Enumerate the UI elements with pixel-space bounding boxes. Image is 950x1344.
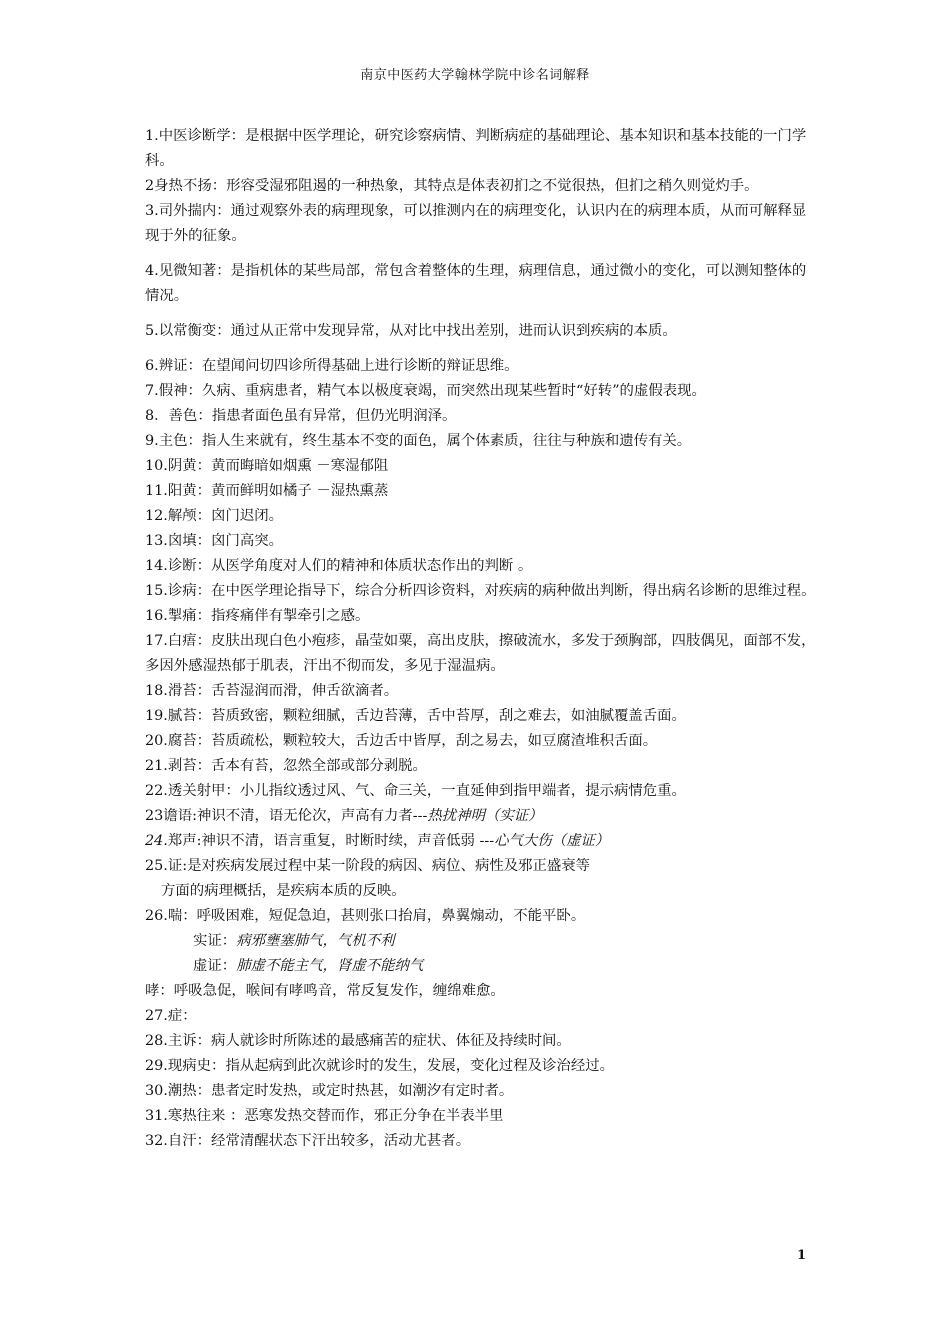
entry-25-line-1: 25.证:是对疾病发展过程中某一阶段的病因、病位、病性及邪正盛衰等 (145, 858, 591, 874)
entry-17: 17.白痦：皮肤出现白色小疱疹，晶莹如粟，高出皮肤，擦破流水，多发于颈胸部，四肢偶见，面部不发，多因外感湿热郁于肌表，汗出不彻而发，多见于湿温病。 (145, 633, 816, 674)
entry-25-line-2: 方面的病理概括，是疾病本质的反映。 (161, 883, 406, 899)
entry-7: 7.假神：久病、重病患者，精气本以极度衰竭，而突然出现某些暂时“好转”的虚假表现。 (145, 383, 706, 399)
entry-24-text: 郑声:神识不清，语言重复，时断时续，声音低弱 --- (167, 833, 495, 849)
entry-29: 29.现病史：指从起病到此次就诊时的发生，发展，变化过程及诊治经过。 (145, 1058, 614, 1074)
entry-18: 18.滑苔：舌苔湿润而滑，伸舌欲滴者。 (145, 683, 399, 699)
entry-23-text: 23谵语:神识不清，语无伦次，声高有力者--- (145, 808, 428, 824)
entry-26-shi (145, 929, 817, 954)
entry-24-italic: 心气大伤（虚证） (494, 833, 610, 849)
entry-28: 28.主诉：病人就诊时所陈述的最感痛苦的症状、体征及持续时间。 (145, 1033, 571, 1049)
entry-11: 11.阳黄：黄而鲜明如橘子 －湿热熏蒸 (145, 483, 389, 499)
page-header: 南京中医药大学翰林学院中诊名词解释 (360, 68, 590, 83)
entry-26-xu-label: 虚证： (193, 958, 237, 974)
entry-24-number: 24. (145, 833, 168, 849)
entry-24 (145, 829, 817, 854)
entry-13: 13.囟填：囟门高突。 (145, 533, 284, 549)
entry-23-italic: 热扰神明（实证） (427, 808, 543, 824)
entry-31: 31.寒热往来 ：恶寒发热交替而作，邪正分争在半表半里 (145, 1108, 504, 1124)
entry-32: 32.自汗：经常清醒状态下汗出较多，活动尤甚者。 (145, 1133, 471, 1149)
entry-xiao: 哮：呼吸急促，喉间有哮鸣音，常反复发作，缠绵难愈。 (145, 983, 505, 999)
document-body (145, 124, 817, 1154)
entry-20: 20.腐苔：苔质疏松，颗粒较大，舌边舌中皆厚，刮之易去，如豆腐渣堆积舌面。 (145, 733, 658, 749)
entry-16: 16.掣痛：指疼痛伴有掣牵引之感。 (145, 608, 370, 624)
entry-19: 19.腻苔：苔质致密，颗粒细腻，舌边苔薄，舌中苔厚，刮之难去，如油腻覆盖舌面。 (145, 708, 686, 724)
entry-30: 30.潮热：患者定时发热，或定时热甚，如潮汐有定时者。 (145, 1083, 514, 1099)
entry-2: 2身热不扬：形容受湿邪阻遏的一种热象，其特点是体表初扪之不觉很热，但扪之稍久则觉灼手。 (145, 178, 759, 194)
entry-15: 15.诊病：在中医学理论指导下，综合分析四诊资料，对疾病的病种做出判断，得出病名诊断的思维过程。 (145, 583, 816, 599)
entry-21: 21.剥苔：舌本有苔，忽然全部或部分剥脱。 (145, 758, 427, 774)
entry-12: 12.解颅：囟门迟闭。 (145, 508, 284, 524)
entry-14: 14.诊断：从医学角度对人们的精神和体质状态作出的判断 。 (145, 558, 533, 574)
entry-8: 8．善色：指患者面色虽有异常，但仍光明润泽。 (145, 408, 457, 424)
entry-5: 5.以常衡变：通过从正常中发现异常，从对比中找出差别，进而认识到疾病的本质。 (145, 323, 677, 339)
entry-9: 9.主色：指人生来就有，终生基本不变的面色，属个体素质，往往与种族和遗传有关。 (145, 433, 692, 449)
entry-26-xu-text: 肺虚不能主气，肾虚不能纳气 (236, 958, 424, 974)
entry-26-shi-text: 病邪壅塞肺气，气机不利 (236, 933, 395, 949)
entry-22: 22.透关射甲：小儿指纹透过风、气、命三关，一直延伸到指甲端者，提示病情危重。 (145, 783, 686, 799)
entry-26-xu (145, 954, 817, 979)
entry-26: 26.喘：呼吸困难，短促急迫，甚则张口抬肩，鼻翼煽动，不能平卧。 (145, 908, 586, 924)
entry-27: 27.症： (145, 1008, 197, 1024)
entry-26-shi-label: 实证： (193, 933, 237, 949)
entry-10: 10.阴黄：黄而晦暗如烟熏 －寒湿郁阻 (145, 458, 389, 474)
page-number: 1 (797, 1248, 807, 1263)
entry-1: 1.中医诊断学：是根据中医学理论，研究诊察病情、判断病症的基础理论、基本知识和基本技能的一门学科。 (145, 128, 807, 169)
entry-4: 4.见微知著：是指机体的某些局部，常包含着整体的生理，病理信息，通过微小的变化，可以测知整体的情况。 (145, 263, 807, 304)
entry-23 (145, 804, 817, 829)
entry-3: 3.司外揣内：通过观察外表的病理现象，可以推测内在的病理变化，认识内在的病理本质，从而可解释显现于外的征象。 (145, 203, 807, 244)
entry-6: 6.辨证：在望闻问切四诊所得基础上进行诊断的辩证思维。 (145, 358, 519, 374)
